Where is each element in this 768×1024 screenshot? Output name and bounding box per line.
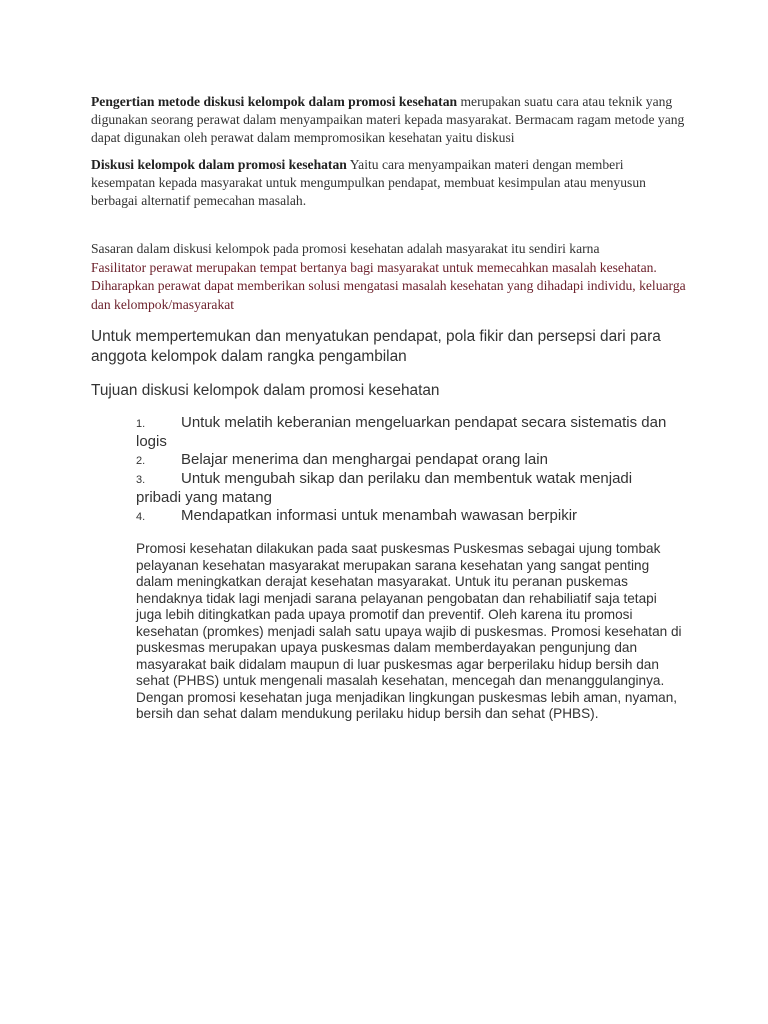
expectation-line: Diharapkan perawat dapat memberikan solusi mengatasi masalah kesehatan yang dihadapi individu, keluarga dan kelompok/masyarakat — [91, 278, 686, 312]
list-item — [136, 507, 681, 526]
list-number: 4. — [136, 511, 146, 523]
target-line: Sasaran dalam diskusi kelompok pada promosi kesehatan adalah masyarakat itu sendiri karna — [91, 241, 600, 256]
goals-heading: Tujuan diskusi kelompok dalam promosi kesehatan — [91, 382, 440, 399]
list-text: Untuk melatih keberanian mengeluarkan pendapat secara sistematis dan logis — [136, 414, 667, 450]
list-number: 1. — [136, 418, 146, 430]
promotion-paragraph: Promosi kesehatan dilakukan pada saat puskesmas Puskesmas sebagai ujung tombak pelayanan kesehatan masyarakat merupakan sarana kesehatan yang sangat penting dalam meningkatkan derajat kesehatan masyarakat. Untuk itu peranan puskemas hendaknya tidak lagi menjadi sarana pelayanan pengobatan dan rehabiliatif saja tetapi juga lebih ditingkatkan pada upaya promotif dan preventif. Oleh karena itu promosi kesehatan (promkes) menjadi salah satu upaya wajib di puskesmas. Promosi kesehatan di puskesmas merupakan upaya puskesmas dalam memberdayakan pengunjung dan masyarakat baik didalam maupun di luar puskesmas agar berperilaku hidup bersih dan sehat (PHBS) untuk mengenali masalah kesehatan, mencegah dan menanggulanginya. Dengan promosi kesehatan juga menjadikan lingkungan puskesmas lebih aman, nyaman, bersih dan sehat dalam mendukung perilaku hidup bersih dan sehat (PHBS). — [136, 541, 682, 721]
list-number: 2. — [136, 455, 146, 467]
list-text: Untuk mengubah sikap dan perilaku dan membentuk watak menjadi pribadi yang matang — [136, 470, 633, 506]
list-item — [136, 470, 681, 507]
list-item — [136, 451, 681, 470]
group-discussion-text: Yaitu cara menyampaikan materi dengan memberi kesempatan kepada masyarakat untuk mengumpulkan pendapat, membuat kesimpulan atau menyusun berbagai alternatif pemecahan masalah. — [91, 157, 646, 208]
definition-text: merupakan suatu cara atau teknik yang digunakan seorang perawat dalam menyampaikan materi kepada masyarakat. Bermacam ragam metode yang dapat digunakan oleh perawat dalam mempromosikan kesehatan yaitu diskusi — [91, 94, 685, 145]
group-discussion-heading: Diskusi kelompok dalam promosi kesehatan — [91, 157, 347, 172]
list-number: 3. — [136, 474, 146, 486]
definition-heading: Pengertian metode diskusi kelompok dalam promosi kesehatan — [91, 94, 458, 109]
facilitator-line: Fasilitator perawat merupakan tempat bertanya bagi masyarakat untuk memecahkan masalah kesehatan. — [91, 259, 657, 275]
list-text: Mendapatkan informasi untuk menambah wawasan berpikir — [181, 507, 578, 524]
list-item — [136, 414, 681, 451]
list-text: Belajar menerima dan menghargai pendapat orang lain — [181, 451, 548, 468]
target-paragraph — [91, 240, 691, 314]
goals-list — [136, 414, 681, 526]
definition-paragraph — [91, 93, 691, 147]
purpose-paragraph: Untuk mempertemukan dan menyatukan pendapat, pola fikir dan persepsi dari para anggota kelompok dalam rangka pengambilan — [91, 328, 661, 365]
group-discussion-paragraph — [91, 156, 691, 210]
